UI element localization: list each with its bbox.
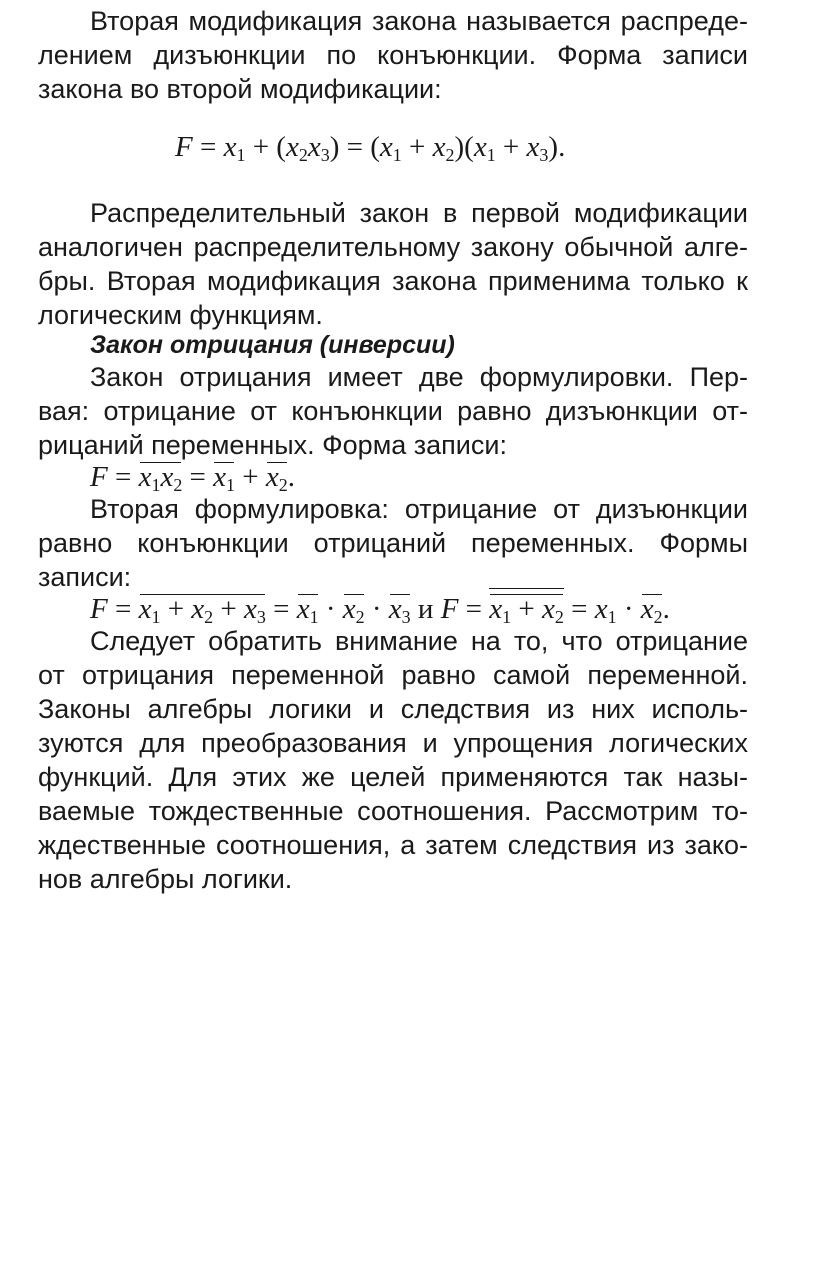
text-line: нов алгебры логики. <box>38 864 293 894</box>
text-line: рицаний переменных. Форма записи: <box>38 430 507 460</box>
text-line: закона во второй модификации: <box>38 74 442 104</box>
text-line: лением дизъюнкции по конъюнкции. Форма записи <box>38 40 748 70</box>
negation-formula-2: $F = x_1 + x_2 + x_3 = x_1 \cdot x_2 \cdot x_3$ и $F = x_1 + x_2 = x_1 \cdot x_2$. <box>90 593 670 628</box>
text-line: функций. Для этих же целей применяются так назы- <box>38 762 748 792</box>
text-line: от отрицания переменной равно самой переменной. <box>38 660 748 690</box>
text-line: Вторая формулировка: отрицание от дизъюнкции <box>90 494 748 524</box>
text-line: Следует обратить внимание на то, что отрицание <box>90 626 748 656</box>
text-line: логическим функциям. <box>38 300 323 330</box>
text-line: вая: отрицание от конъюнкции равно дизъюнкции от- <box>38 396 748 426</box>
text-line: равно конъюнкции отрицаний переменных. Формы <box>38 528 748 558</box>
distributive-formula: $F = x_1 + (x_2x_3) = (x_1 + x_2)(x_1 + x_3)$. <box>175 131 566 166</box>
text-line: Распределительный закон в первой модификации <box>90 198 748 228</box>
text-line: аналогичен распределительному закону обычной алге- <box>38 232 748 262</box>
text-line: ждественные соотношения, а затем следствия из зако- <box>38 830 748 860</box>
text-line: бры. Вторая модификация закона применима только к <box>38 266 748 296</box>
text-line: зуются для преобразования и упрощения логических <box>38 728 748 758</box>
text-line: Вторая модификация закона называется распреде- <box>90 6 748 36</box>
text-line: записи: <box>38 562 132 592</box>
section-heading: Закон отрицания (инверсии) <box>90 331 455 359</box>
negation-formula-1: $F = x_1x_2 = x_1 + x_2$. <box>90 461 295 496</box>
text-line: Законы алгебры логики и следствия из них исполь- <box>38 694 748 724</box>
text-line: Закон отрицания имеет две формулировки. Пер- <box>90 362 748 392</box>
text-line: ваемые тождественные соотношения. Рассмотрим то- <box>38 796 748 826</box>
